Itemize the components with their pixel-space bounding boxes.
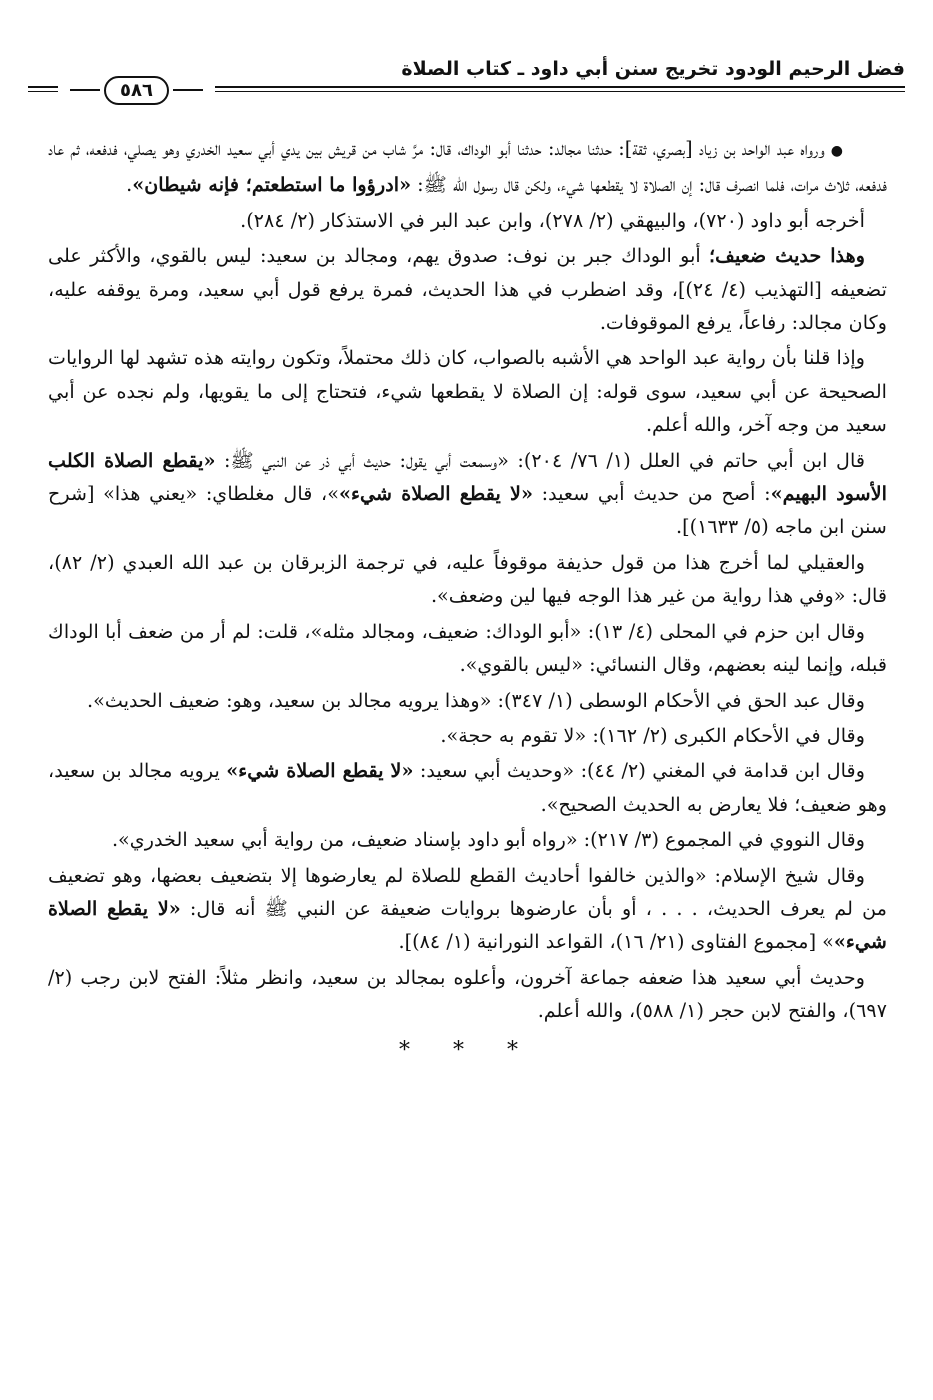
text-segment: وإذا قلنا بأن رواية عبد الواحد هي الأشبه بالصواب، كان ذلك محتملاً، وتكون روايته هذه تشهد لها الروايات الصحيحة عن أبي سعيد، سوى قوله: إن الصلاة لا يقطعها شيء، فتحتاج إلى ما يقويها، ولم نجده عن أبي سعيد من وجه آخر، والله أعلم. — [48, 346, 887, 437]
paragraph — [48, 615, 887, 682]
text-segment: »، قال مغلطاي: «يعني هذا» [شرح سنن ابن ماجه (٥/ ١٦٣٣)]. — [48, 482, 887, 539]
text-segment: قال ابن أبي حاتم في العلل (١/ ٧٦/ ٢٠٤): «وسمعت أبي يقول: حديث أبي ذر عن النبي ﷺ: — [215, 448, 865, 472]
paragraph — [48, 961, 887, 1028]
text-segment: وقال ابن قدامة في المغني (٢/ ٤٤): «وحديث أبي سعيد: — [413, 759, 865, 783]
text-segment: وقال في الأحكام الكبرى (٢/ ١٦٢): «لا تقوم به حجة». — [440, 723, 865, 747]
paragraph — [48, 859, 887, 959]
paragraph — [48, 719, 887, 752]
text-segment: وقال شيخ الإسلام: «والذين خالفوا أحاديث القطع للصلاة لم يعارضوها إلا بتضعيف بعضها، وهو تضعيف من لم يعرف الحديث، . . . ، أو بأن عارضوها بروايات ضعيفة عن النبي ﷺ أنه قال: — [48, 863, 887, 920]
bold-text-segment: «لا يقطع الصلاة شيء» — [226, 759, 414, 783]
page-number-dash-left — [173, 89, 203, 91]
paragraph — [48, 341, 887, 441]
paragraph — [48, 684, 887, 717]
page-number-box — [58, 74, 215, 106]
paragraph — [48, 204, 887, 237]
paragraph — [48, 754, 887, 821]
text-segment: والعقيلي لما أخرج هذا من قول حذيفة موقوفاً عليه، في ترجمة الزبرقان بن عبد الله العبدي (٢/ ٨٢)، قال: «وفي هذا رواية من غير هذا الوجه فيها لين وضعف». — [48, 550, 887, 608]
running-title: فضل الرحيم الودود تخريج سنن أبي داود ـ كتاب الصلاة — [401, 58, 905, 80]
text-segment: وقال النووي في المجموع (٣/ ٢١٧): «رواه أبو داود بإسناد ضعيف، من رواية أبي سعيد الخدري». — [111, 828, 865, 852]
paragraph — [48, 546, 887, 613]
section-separator: * * * — [399, 1037, 536, 1063]
paragraph — [48, 444, 887, 544]
paragraph — [48, 239, 887, 339]
paragraph — [48, 823, 887, 856]
text-segment: وقال عبد الحق في الأحكام الوسطى (١/ ٣٤٧): «وهذا يرويه مجالد بن سعيد، وهو: ضعيف الحديث». — [87, 688, 865, 712]
bold-text-segment: «لا يقطع الصلاة شيء» — [48, 896, 887, 954]
text-segment: يرويه مجالد بن سعيد، وهو ضعيف؛ فلا يعارض به الحديث الصحيح». — [48, 759, 887, 816]
text-segment: أبو الوداك جبر بن نوف: صدوق يهم، ومجالد بن سعيد: ليس بالقوي، والأكثر على تضعيفه [التهذيب (٤/ ٢٤)]، وقد اضطرب في هذا الحديث، فمرة يرفع قول أبي سعيد، ومرة يوقفه عليه، وكان مجالد: رفاعاً، يرفع الموقوفات. — [48, 244, 887, 335]
text-segment: . — [126, 173, 133, 197]
bold-text-segment: «ادرؤوا ما استطعتم؛ فإنه شيطان» — [132, 173, 412, 197]
body-text — [48, 132, 887, 1067]
page-header — [28, 52, 905, 124]
text-segment: أخرجه أبو داود (٧٢٠)، والبيهقي (٢/ ٢٧٨)، وابن عبد البر في الاستذكار (٢/ ٢٨٤). — [240, 208, 865, 232]
bold-text-segment: وهذا حديث ضعيف؛ — [709, 244, 865, 268]
text-segment: ورواه عبد الواحد بن زياد [بصري، ثقة]: حدثنا مجالد: حدثنا أبو الوداك، قال: مرَّ شاب من قريش بين يدي أبي سعيد الخدري وهو يصلي، فدفعه، ثم عاد فدفعه، ثلاث مرات، فلما انصرف قال: إن الصلاة لا يقطعها شيء، ولكن قال رسول الله ﷺ: — [48, 137, 887, 197]
text-segment: : أصح من حديث أبي سعيد: — [532, 482, 771, 506]
text-segment: وحديث أبي سعيد هذا ضعفه جماعة آخرون، وأعلوه بمجالد بن سعيد، وانظر مثلاً: الفتح لابن رجب (٢/ ٦٩٧)، والفتح لابن حجر (١/ ٥٨٨)، والله أعلم. — [48, 965, 887, 1023]
text-segment: وقال ابن حزم في المحلى (٤/ ١٣): «أبو الوداك: ضعيف، ومجالد مثله»، قلت: لم أر من ضعف أبا الوداك قبله، وإنما لينه بعضهم، وقال النسائي: «ليس بالقوي». — [48, 619, 887, 677]
text-segment: » [مجموع الفتاوى (٢١/ ١٦)، القواعد النورانية (١/ ٨٤)]. — [398, 930, 834, 954]
bold-text-segment: «لا يقطع الصلاة شيء» — [338, 482, 533, 506]
bold-text-segment: «يقطع الصلاة الكلب الأسود البهيم» — [48, 448, 887, 506]
bullet-marker: ● — [830, 143, 843, 159]
page-number-dash-right — [70, 89, 100, 91]
page-number: ٥٨٦ — [104, 76, 169, 105]
paragraph — [48, 132, 887, 202]
